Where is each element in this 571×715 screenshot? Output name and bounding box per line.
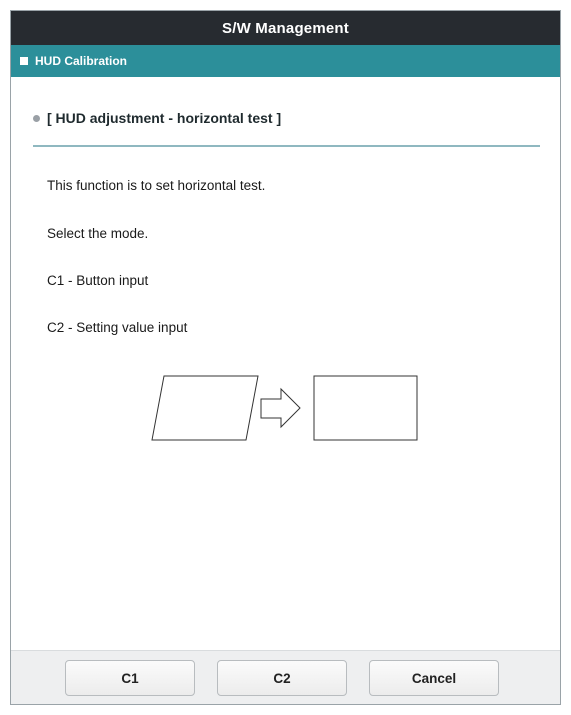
dialog-window (10, 10, 561, 705)
subheader-label: HUD Calibration (35, 54, 128, 68)
level-hud-shape (314, 376, 417, 440)
content-area (11, 77, 560, 651)
option-c1-line: C1 - Button input (47, 273, 149, 288)
horizontal-test-diagram (11, 77, 561, 497)
arrow-right-icon (261, 389, 300, 427)
subheader-bar (11, 45, 560, 77)
option-c2-line: C2 - Setting value input (47, 320, 188, 335)
c2-button[interactable]: C2 (217, 660, 347, 696)
tilted-hud-shape (152, 376, 258, 440)
cancel-button[interactable]: Cancel (369, 660, 499, 696)
c1-button[interactable]: C1 (65, 660, 195, 696)
window-title: S/W Management (222, 19, 349, 37)
title-bar (11, 11, 560, 45)
button-bar (11, 650, 560, 704)
square-icon (20, 57, 28, 65)
instruction-line: Select the mode. (47, 226, 149, 241)
description-line: This function is to set horizontal test. (47, 178, 266, 193)
section-title: [ HUD adjustment - horizontal test ] (47, 110, 282, 126)
